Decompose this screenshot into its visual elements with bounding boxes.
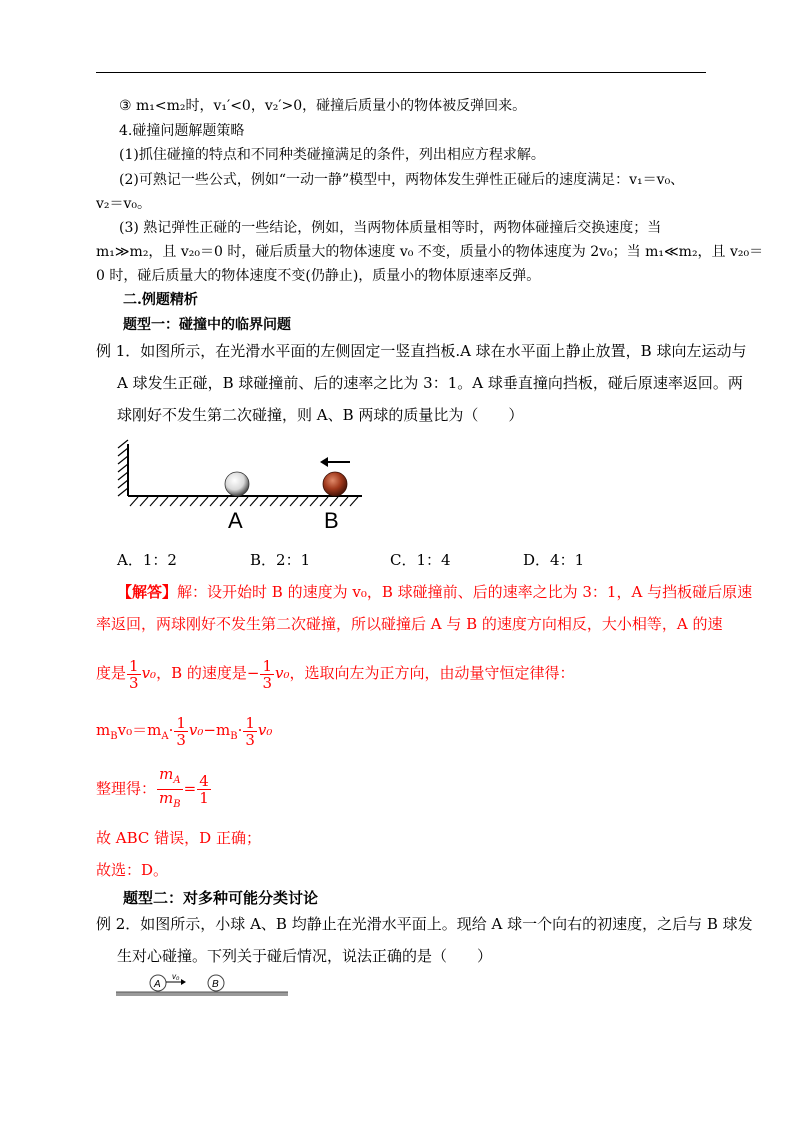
eq-sub: B [110, 731, 118, 742]
option-a: A．1：2 [117, 551, 177, 569]
ground [116, 992, 288, 996]
answer-choice: 故选：D。 [96, 861, 169, 879]
header-rule [96, 72, 706, 73]
v0-label: v₀ [172, 972, 180, 981]
type1-title: 题型一：碰撞中的临界问题 [123, 317, 291, 333]
ex2-question-line: 例 2．如图所示，小球 A、B 均静止在光滑水平面上。现给 A 球一个向右的初速度，之后与 B 球发 [96, 915, 753, 933]
symbol-v0: v₀ [141, 664, 157, 682]
momentum-equation [96, 712, 272, 755]
symbol-v0: v₀ [274, 664, 290, 682]
result-equation [96, 766, 212, 813]
text-line: (3) 熟记弹性正碰的一些结论，例如，当两物体质量相等时，两物体碰撞后交换速度；当 [119, 220, 662, 236]
text-line: m₁≫m₂，且 v₂₀＝0 时，碰后质量大的物体速度 v₀ 不变，质量小的物体速度为 2v₀；当 m₁≪m₂，且 v₂₀＝ [96, 244, 764, 260]
fraction [260, 658, 274, 691]
fraction [197, 773, 211, 806]
fraction-numerator: 4 [199, 772, 209, 790]
answer-tag: 【解答】 [117, 583, 178, 601]
ground [128, 496, 362, 506]
eq-term: m [159, 789, 174, 807]
text-line: 0 时，碰后质量大的物体速度不变(仍静止)，质量小的物体原速率反弹。 [96, 268, 541, 284]
text-line: (2)可熟记一些公式，例如“一动一静”模型中，两物体发生弹性正碰后的速度满足：v₁＝v₀、 [119, 172, 685, 188]
fraction-denominator: 3 [129, 673, 139, 692]
text-line: ③ m₁<m₂时，v₁′<0，v₂′>0，碰撞后质量小的物体被反弹回来。 [119, 98, 527, 114]
wall [118, 440, 128, 496]
option-b: B．2：1 [250, 551, 311, 569]
answer-line: 率返回，两球刚好不发生第二次碰撞，所以碰撞后 A 与 B 的速度方向相反，大小相等，A 的速 [96, 615, 723, 633]
eq-term: m [96, 721, 111, 739]
eq-op: · [237, 721, 243, 739]
ball-b-label: B [324, 508, 339, 533]
fraction-numerator [157, 766, 183, 790]
ex1-question-line: A 球发生正碰，B 球碰撞前、后的速率之比为 3：1。A 球垂直撞向挡板，碰后原速率返回。两 [117, 374, 743, 392]
answer-text: ，B 的速度是− [156, 664, 260, 682]
eq-op: = [183, 779, 197, 798]
symbol-v0: v₀ [257, 721, 273, 739]
ex2-figure [116, 972, 292, 1002]
eq-sub: A [173, 775, 181, 786]
ball-a [225, 472, 249, 496]
fraction-denominator [157, 790, 183, 813]
ball-a-label: A [154, 979, 161, 990]
answer-line [117, 582, 752, 602]
text-line: v₂＝v₀。 [96, 196, 152, 212]
fraction [127, 658, 141, 691]
eq-op: · [168, 721, 174, 739]
ball-b [323, 472, 347, 496]
answer-line-with-fractions [96, 655, 575, 691]
fraction-denominator: 3 [245, 730, 255, 749]
fraction [174, 715, 188, 748]
fraction-numerator: 1 [245, 713, 255, 732]
symbol-v0: v₀ [188, 721, 204, 739]
ball-a-label: A [228, 508, 243, 533]
fraction-numerator: 1 [129, 656, 139, 675]
fraction-denominator: 3 [262, 673, 272, 692]
fraction-denominator: 3 [176, 730, 186, 749]
option-c: C．1：4 [390, 551, 451, 569]
ex1-question-line: 例 1．如图所示，在光滑水平面的左侧固定一竖直挡板.A 球在水平面上静止放置，B 球向左运动与 [96, 342, 747, 360]
eq-op: − [203, 721, 216, 739]
eq-term: m [159, 765, 174, 783]
fraction-numerator: 1 [176, 713, 186, 732]
text-line: 4.碰撞问题解题策略 [119, 123, 245, 139]
section-title: 二.例题精析 [123, 292, 198, 308]
answer-text: ，选取向左为正方向，由动量守恒定律得： [289, 664, 575, 682]
fraction [157, 766, 183, 813]
fraction-denominator: 1 [199, 789, 209, 807]
ex1-question-line: 球刚好不发生第二次碰撞，则 A、B 两球的质量比为（ ） [117, 406, 524, 424]
answer-text: 度是 [96, 664, 127, 682]
velocity-arrow-left [320, 457, 350, 467]
eq-term: m [215, 721, 231, 739]
ex1-figure [110, 436, 370, 536]
eq-op: ＝ [132, 721, 148, 739]
fraction [243, 715, 257, 748]
option-d: D．4：1 [523, 551, 585, 569]
answer-text: 整理得： [96, 779, 157, 798]
fraction-numerator: 1 [262, 656, 272, 675]
ball-b-label: B [212, 979, 219, 990]
answer-text: 解：设开始时 B 的速度为 v₀，B 球碰撞前、后的速率之比为 3：1，A 与挡板碰后原速 [177, 583, 753, 601]
answer-conclusion: 故 ABC 错误，D 正确； [96, 829, 261, 847]
type2-title: 题型二：对多种可能分类讨论 [123, 889, 319, 907]
ex2-question-line: 生对心碰撞。下列关于碰后情况，说法正确的是（ ） [117, 947, 493, 965]
eq-sub: A [161, 731, 169, 742]
eq-sub: B [173, 799, 181, 810]
text-line: (1)抓住碰撞的特点和不同种类碰撞满足的条件，列出相应方程求解。 [119, 147, 545, 163]
eq-term: v₀ [117, 721, 133, 739]
eq-term: m [147, 721, 162, 739]
eq-sub: B [230, 731, 238, 742]
